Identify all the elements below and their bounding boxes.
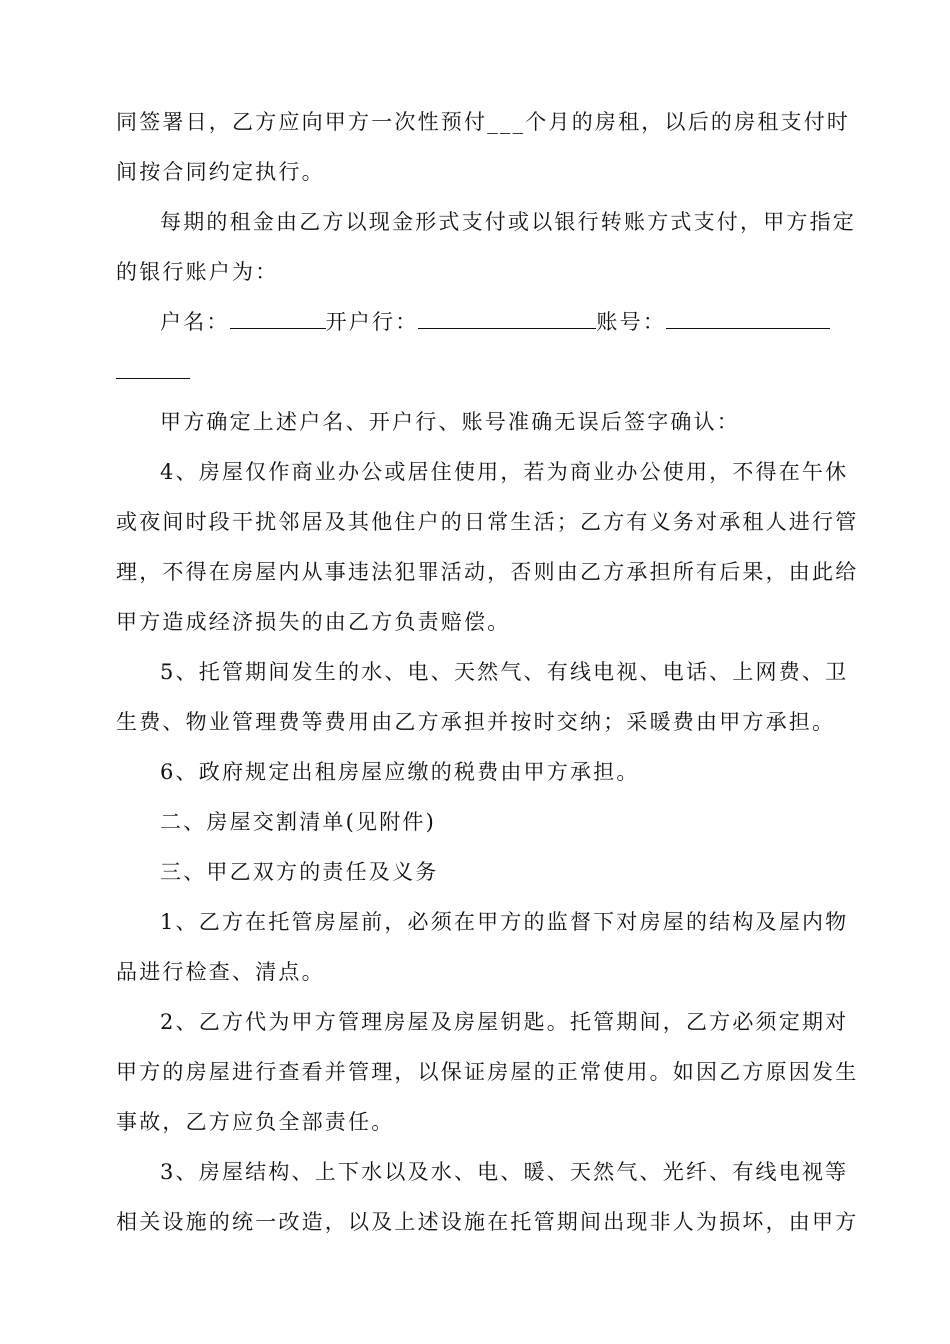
account-number-blank [666,310,830,329]
text-line: 理，不得在房屋内从事违法犯罪活动，否则由乙方承担所有后果，由此给 [116,560,859,584]
text-line: 甲方确定上述户名、开户行、账号准确无误后签字确认： [160,410,740,434]
text-line: 4、房屋仅作商业办公或居住使用，若为商业办公使用，不得在午休 [160,460,849,484]
bank-blank [418,310,596,329]
text-line: 每期的租金由乙方以现金形式支付或以银行转账方式支付，甲方指定 [160,210,856,234]
blank-continuation [116,357,836,387]
account-number-blank-cont [116,360,190,379]
text-line: 6、政府规定出租房屋应缴的税费由甲方承担。 [160,760,640,784]
account-name-blank [230,310,326,329]
text-line: 品进行检查、清点。 [116,960,325,984]
text-line: 间按合同约定执行。 [116,160,325,184]
text-line: 同签署日，乙方应向甲方一次性预付___个月的房租，以后的房租支付时 [116,110,851,134]
account-name-label: 户名： [160,310,230,334]
section-heading: 二、房屋交割清单(见附件) [160,810,436,834]
text-line: 相关设施的统一改造，以及上述设施在托管期间出现非人为损坏，由甲方 [116,1210,859,1234]
text-line: 或夜间时段干扰邻居及其他住户的日常生活；乙方有义务对承租人进行管 [116,510,859,534]
text-line: 的银行账户为： [116,260,279,284]
bank-label: 开户行： [325,310,419,334]
text-line: 5、托管期间发生的水、电、天然气、有线电视、电话、上网费、卫 [160,660,849,684]
text-line: 3、房屋结构、上下水以及水、电、暖、天然气、光纤、有线电视等 [160,1160,849,1184]
text-line: 1、乙方在托管房屋前，必须在甲方的监督下对房屋的结构及屋内物 [160,910,849,934]
text-line: 甲方造成经济损失的由乙方负责赔偿。 [116,610,511,634]
text-line: 2、乙方代为甲方管理房屋及房屋钥匙。托管期间，乙方必须定期对 [160,1010,849,1034]
section-heading: 三、甲乙双方的责任及义务 [160,860,439,884]
account-number-label: 账号： [596,310,667,334]
bank-account-line [160,307,836,337]
text-line: 事故，乙方应负全部责任。 [116,1110,395,1134]
text-line: 生费、物业管理费等费用由乙方承担并按时交纳；采暖费由甲方承担。 [116,710,836,734]
text-line: 甲方的房屋进行查看并管理，以保证房屋的正常使用。如因乙方原因发生 [116,1060,859,1084]
